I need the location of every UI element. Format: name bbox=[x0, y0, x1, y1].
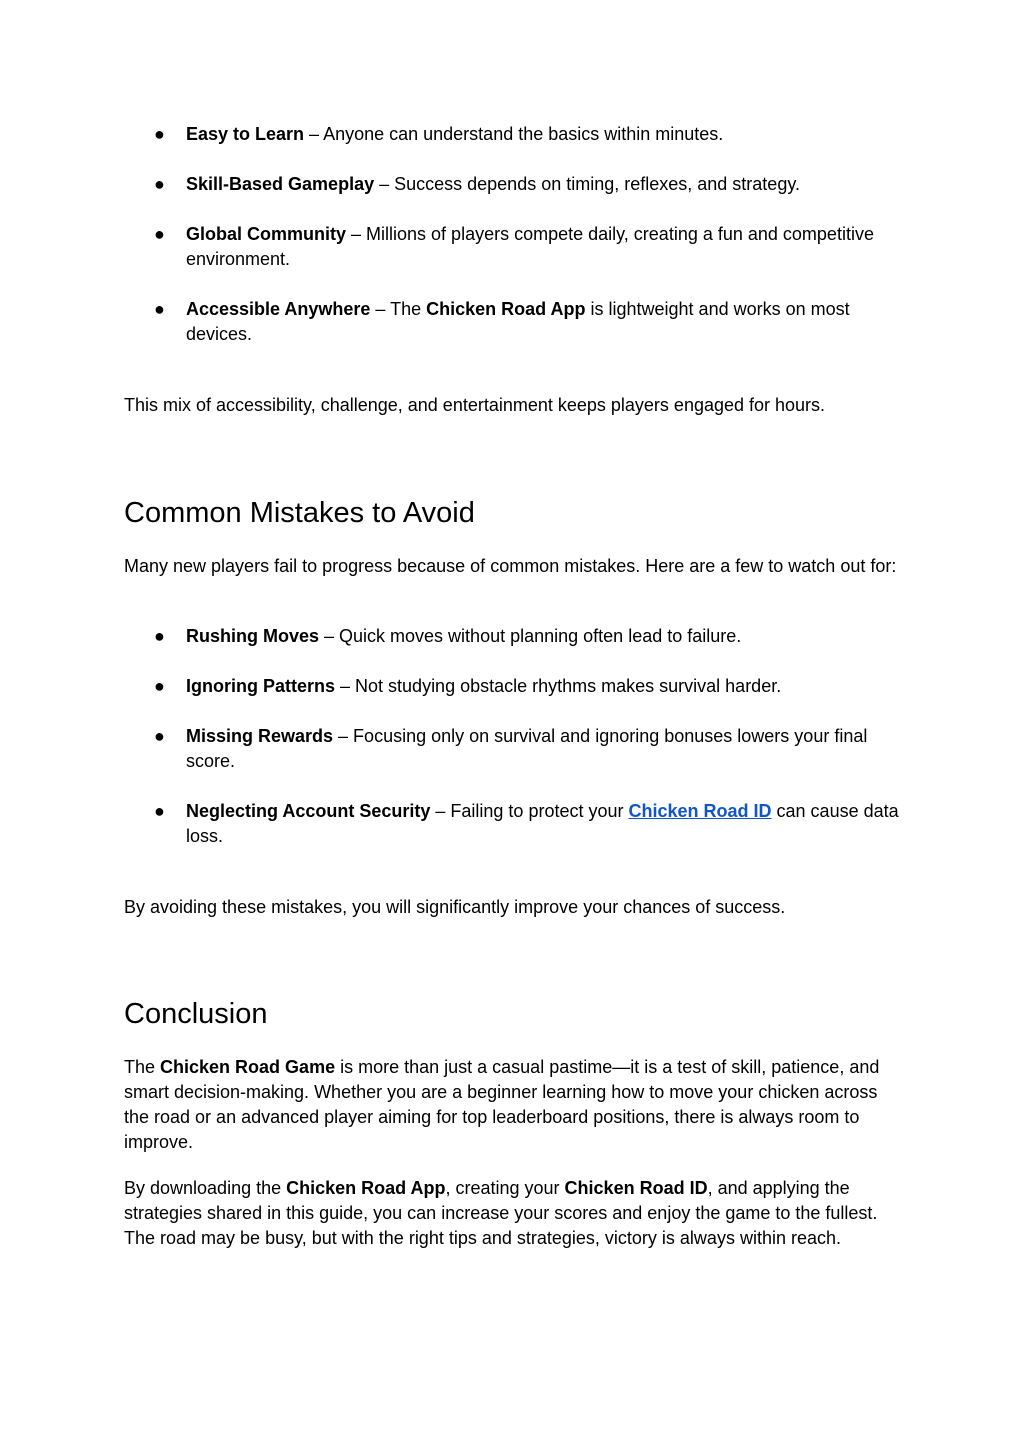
bullet-icon: ● bbox=[154, 801, 165, 821]
chicken-road-id-link[interactable]: Chicken Road ID bbox=[628, 801, 772, 821]
list-item: ● Skill-Based Gameplay – Success depends on timing, reflexes, and strategy. bbox=[124, 172, 904, 197]
bullet-icon: ● bbox=[154, 299, 165, 319]
mistakes-summary: By avoiding these mistakes, you will significantly improve your chances of success. bbox=[124, 897, 786, 917]
bullet-icon: ● bbox=[154, 224, 165, 244]
list-item: ● Missing Rewards – Focusing only on survival and ignoring bonuses lowers your final score. bbox=[154, 726, 868, 771]
bullet-icon: ● bbox=[154, 174, 165, 194]
list-item: ● Ignoring Patterns – Not studying obstacle rhythms makes survival harder. bbox=[124, 674, 904, 699]
bullet-icon: ● bbox=[154, 124, 165, 144]
list-item: ● Easy to Learn – Anyone can understand the basics within minutes. bbox=[124, 122, 904, 147]
conclusion-paragraph-2: By downloading the Chicken Road App, creating your Chicken Road ID, and applying the strategies shared in this guide, you can increase your scores and enjoy the game to the fullest. The road may be busy, but with the right tips and strategies, victory is always within reach. bbox=[124, 1178, 878, 1248]
bullet-icon: ● bbox=[154, 676, 165, 696]
list-item: ● Accessible Anywhere – The Chicken Road App is lightweight and works on most devices. bbox=[154, 299, 850, 344]
list-item: ● Rushing Moves – Quick moves without planning often lead to failure. bbox=[124, 624, 904, 649]
bullet-icon: ● bbox=[154, 726, 165, 746]
section-heading-mistakes: Common Mistakes to Avoid bbox=[124, 497, 475, 529]
list-item: ● Neglecting Account Security – Failing to protect your Chicken Road ID can cause data loss. bbox=[154, 801, 899, 846]
benefits-list bbox=[124, 122, 904, 347]
conclusion-paragraph-1: The Chicken Road Game is more than just a casual pastime—it is a test of skill, patience, and smart decision-making. Whether you are a beginner learning how to move your chicken across the road or an advanced player aiming for top leaderboard positions, there is always room to improve. bbox=[124, 1057, 880, 1152]
list-item: ● Global Community – Millions of players compete daily, creating a fun and competitive environment. bbox=[154, 224, 874, 269]
mistakes-list bbox=[124, 624, 904, 849]
section-heading-conclusion: Conclusion bbox=[124, 998, 268, 1030]
mistakes-intro: Many new players fail to progress because of common mistakes. Here are a few to watch out for: bbox=[124, 556, 897, 576]
benefits-summary: This mix of accessibility, challenge, and entertainment keeps players engaged for hours. bbox=[124, 395, 826, 415]
bullet-icon: ● bbox=[154, 626, 165, 646]
